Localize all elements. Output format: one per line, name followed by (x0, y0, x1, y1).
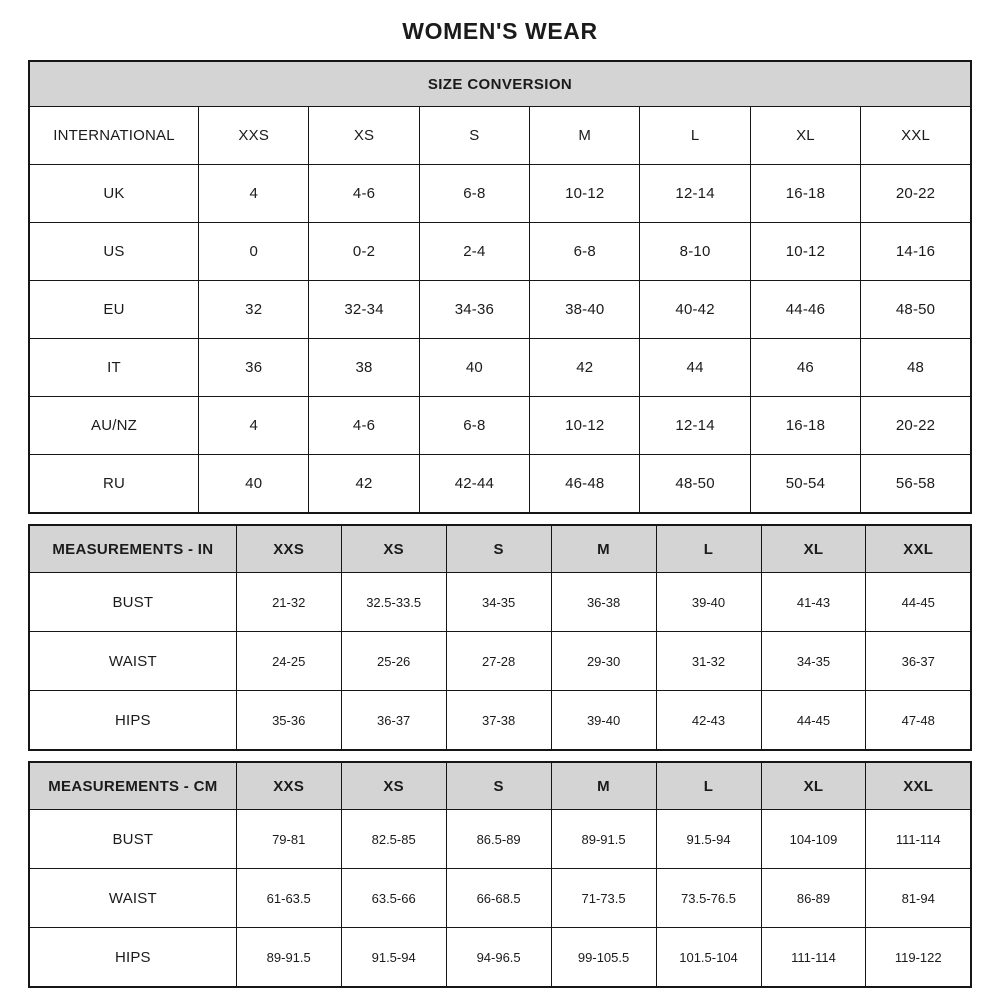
value-cell: 81-94 (866, 869, 971, 928)
value-cell: 119-122 (866, 928, 971, 988)
value-cell: 21-32 (236, 573, 341, 632)
measurements-cm-table (28, 761, 972, 988)
value-cell: 91.5-94 (656, 810, 761, 869)
value-cell: 44-46 (750, 281, 860, 339)
value-cell: 29-30 (551, 632, 656, 691)
table-row (29, 107, 971, 165)
value-cell: 111-114 (761, 928, 866, 988)
value-cell: 99-105.5 (551, 928, 656, 988)
value-cell: XXL (861, 107, 971, 165)
size-header-cell: XXL (866, 762, 971, 810)
size-header-cell: L (656, 525, 761, 573)
value-cell: 42-43 (656, 691, 761, 751)
value-cell: 73.5-76.5 (656, 869, 761, 928)
value-cell: 12-14 (640, 165, 750, 223)
size-header-cell: XS (341, 525, 446, 573)
row-label: INTERNATIONAL (29, 107, 199, 165)
value-cell: 36-38 (551, 573, 656, 632)
value-cell: 4-6 (309, 165, 419, 223)
value-cell: 34-36 (419, 281, 529, 339)
table-row (29, 339, 971, 397)
value-cell: XL (750, 107, 860, 165)
value-cell: 0-2 (309, 223, 419, 281)
value-cell: 111-114 (866, 810, 971, 869)
value-cell: 44-45 (866, 573, 971, 632)
value-cell: 41-43 (761, 573, 866, 632)
value-cell: 42 (309, 455, 419, 514)
value-cell: 56-58 (861, 455, 971, 514)
size-header-cell: XL (761, 762, 866, 810)
value-cell: 36-37 (866, 632, 971, 691)
value-cell: 82.5-85 (341, 810, 446, 869)
value-cell: 47-48 (866, 691, 971, 751)
table-row (29, 397, 971, 455)
value-cell: 10-12 (530, 397, 640, 455)
value-cell: 79-81 (236, 810, 341, 869)
row-label: HIPS (29, 691, 236, 751)
value-cell: 32 (199, 281, 309, 339)
value-cell: 42 (530, 339, 640, 397)
value-cell: 89-91.5 (551, 810, 656, 869)
size-conversion-table (28, 60, 972, 514)
size-header-cell: XL (761, 525, 866, 573)
size-conversion-title-row (29, 61, 971, 107)
value-cell: 6-8 (419, 397, 529, 455)
measurements-in-table (28, 524, 972, 751)
value-cell: 36 (199, 339, 309, 397)
row-label: BUST (29, 573, 236, 632)
row-label: WAIST (29, 869, 236, 928)
value-cell: 10-12 (530, 165, 640, 223)
value-cell: S (419, 107, 529, 165)
measurements-cm-body (29, 762, 971, 987)
row-label: HIPS (29, 928, 236, 988)
table-row (29, 810, 971, 869)
value-cell: 61-63.5 (236, 869, 341, 928)
value-cell: XXS (199, 107, 309, 165)
value-cell: 104-109 (761, 810, 866, 869)
size-header-cell: XS (341, 762, 446, 810)
value-cell: 14-16 (861, 223, 971, 281)
table-row (29, 632, 971, 691)
table-row (29, 281, 971, 339)
table-row (29, 928, 971, 988)
value-cell: XS (309, 107, 419, 165)
size-header-cell: S (446, 525, 551, 573)
value-cell: 40 (419, 339, 529, 397)
size-header-cell: S (446, 762, 551, 810)
value-cell: 12-14 (640, 397, 750, 455)
table-row (29, 869, 971, 928)
row-label: WAIST (29, 632, 236, 691)
value-cell: 50-54 (750, 455, 860, 514)
value-cell: 16-18 (750, 165, 860, 223)
row-label: RU (29, 455, 199, 514)
value-cell: 6-8 (419, 165, 529, 223)
page-title: WOMEN'S WEAR (402, 18, 598, 44)
table-title-cell: MEASUREMENTS - IN (29, 525, 236, 573)
value-cell: 86-89 (761, 869, 866, 928)
size-header-cell: M (551, 525, 656, 573)
table-title-cell: MEASUREMENTS - CM (29, 762, 236, 810)
value-cell: 25-26 (341, 632, 446, 691)
size-conversion-body (29, 107, 971, 514)
value-cell: 71-73.5 (551, 869, 656, 928)
row-label: EU (29, 281, 199, 339)
size-header-row (29, 762, 971, 810)
value-cell: 8-10 (640, 223, 750, 281)
value-cell: 27-28 (446, 632, 551, 691)
value-cell: 44 (640, 339, 750, 397)
table-row (29, 165, 971, 223)
value-cell: 40-42 (640, 281, 750, 339)
value-cell: 16-18 (750, 397, 860, 455)
value-cell: 4 (199, 165, 309, 223)
table-row (29, 455, 971, 514)
table-row (29, 691, 971, 751)
value-cell: 2-4 (419, 223, 529, 281)
value-cell: 20-22 (861, 165, 971, 223)
row-label: AU/NZ (29, 397, 199, 455)
value-cell: 63.5-66 (341, 869, 446, 928)
row-label: BUST (29, 810, 236, 869)
size-header-cell: XXS (236, 525, 341, 573)
size-conversion-title: SIZE CONVERSION (29, 61, 971, 107)
value-cell: 34-35 (761, 632, 866, 691)
table-row (29, 223, 971, 281)
value-cell: 36-37 (341, 691, 446, 751)
table-row (29, 573, 971, 632)
value-cell: 4-6 (309, 397, 419, 455)
value-cell: 101.5-104 (656, 928, 761, 988)
value-cell: 31-32 (656, 632, 761, 691)
size-header-cell: XXS (236, 762, 341, 810)
value-cell: 32-34 (309, 281, 419, 339)
value-cell: 32.5-33.5 (341, 573, 446, 632)
value-cell: L (640, 107, 750, 165)
value-cell: M (530, 107, 640, 165)
value-cell: 48-50 (861, 281, 971, 339)
value-cell: 10-12 (750, 223, 860, 281)
value-cell: 37-38 (446, 691, 551, 751)
value-cell: 46-48 (530, 455, 640, 514)
value-cell: 4 (199, 397, 309, 455)
value-cell: 38 (309, 339, 419, 397)
value-cell: 46 (750, 339, 860, 397)
value-cell: 48 (861, 339, 971, 397)
value-cell: 39-40 (551, 691, 656, 751)
size-header-cell: L (656, 762, 761, 810)
row-label: UK (29, 165, 199, 223)
size-header-cell: XXL (866, 525, 971, 573)
value-cell: 24-25 (236, 632, 341, 691)
value-cell: 91.5-94 (341, 928, 446, 988)
value-cell: 6-8 (530, 223, 640, 281)
value-cell: 34-35 (446, 573, 551, 632)
measurements-in-body (29, 525, 971, 750)
size-header-row (29, 525, 971, 573)
value-cell: 48-50 (640, 455, 750, 514)
value-cell: 20-22 (861, 397, 971, 455)
value-cell: 42-44 (419, 455, 529, 514)
value-cell: 39-40 (656, 573, 761, 632)
value-cell: 40 (199, 455, 309, 514)
value-cell: 44-45 (761, 691, 866, 751)
value-cell: 35-36 (236, 691, 341, 751)
size-header-cell: M (551, 762, 656, 810)
value-cell: 38-40 (530, 281, 640, 339)
row-label: US (29, 223, 199, 281)
value-cell: 86.5-89 (446, 810, 551, 869)
value-cell: 0 (199, 223, 309, 281)
value-cell: 66-68.5 (446, 869, 551, 928)
value-cell: 94-96.5 (446, 928, 551, 988)
row-label: IT (29, 339, 199, 397)
value-cell: 89-91.5 (236, 928, 341, 988)
